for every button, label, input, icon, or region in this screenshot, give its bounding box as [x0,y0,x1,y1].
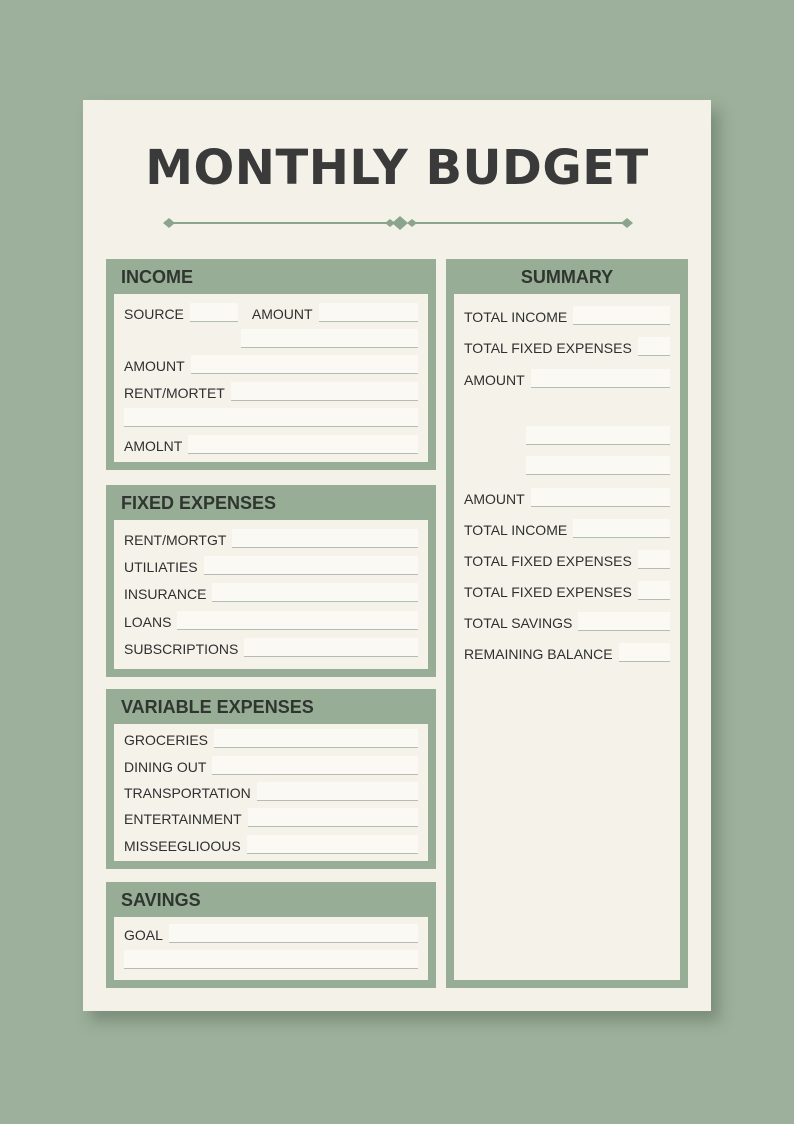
summary-row [464,305,670,325]
summary-field[interactable] [638,550,670,569]
savings-blank-field[interactable] [124,950,418,969]
summary-panel [446,259,688,988]
income-row-rent [124,381,418,401]
summary-label: TOTAL SAVINGS [464,615,573,631]
fixed-row [124,637,418,657]
fixed-label: LOANS [124,614,172,630]
variable-row [124,781,418,801]
income-rent-field[interactable] [231,382,418,401]
variable-row [124,755,418,775]
title-divider [163,213,633,233]
fixed-label: RENT/MORTGT [124,532,227,548]
income-row-source [124,302,418,322]
variable-field[interactable] [247,835,418,854]
summary-row [464,549,670,569]
summary-field[interactable] [573,306,670,325]
summary-row [464,368,670,388]
fixed-row [124,582,418,602]
variable-row [124,728,418,748]
income-body [114,294,428,462]
summary-row [464,580,670,600]
summary-field[interactable] [531,488,670,507]
fixed-field[interactable] [232,529,418,548]
summary-label: TOTAL INCOME [464,309,568,325]
income-amount-field-1[interactable] [319,303,418,322]
variable-row [124,834,418,854]
summary-field[interactable] [619,643,670,662]
summary-label: TOTAL FIXED EXPENSES [464,340,632,356]
summary-body [454,294,680,980]
summary-field[interactable] [578,612,670,631]
variable-field[interactable] [212,756,418,775]
fixed-label: SUBSCRIPTIONS [124,641,239,657]
budget-sheet [83,100,711,1011]
income-panel [106,259,436,470]
summary-label: TOTAL FIXED EXPENSES [464,584,632,600]
fixed-field[interactable] [212,583,418,602]
savings-panel [106,882,436,988]
income-source-field[interactable] [190,303,238,322]
page-title: MONTHLY BUDGET [145,140,649,196]
income-amount-field-3[interactable] [191,355,418,374]
savings-goal-field[interactable] [169,924,418,943]
variable-field[interactable] [214,729,418,748]
fixed-row [124,610,418,630]
fixed-row [124,528,418,548]
fixed-row [124,555,418,575]
income-source-label: SOURCE [124,306,184,322]
variable-expenses-panel [106,689,436,869]
summary-label: TOTAL INCOME [464,522,568,538]
income-amount-field-4[interactable] [188,435,418,454]
savings-row-goal [124,923,418,943]
fixed-label: INSURANCE [124,586,207,602]
income-amount-label-2: AMOUNT [124,358,185,374]
variable-row [124,807,418,827]
fixed-field[interactable] [244,638,418,657]
income-row-amount-3 [124,434,418,454]
summary-row [464,611,670,631]
variable-label: DINING OUT [124,759,207,775]
variable-label: MISSEEGLIOOUS [124,838,241,854]
summary-label: AMOUNT [464,372,525,388]
savings-body [114,917,428,980]
variable-label: TRANSPORTATION [124,785,251,801]
summary-label: TOTAL FIXED EXPENSES [464,553,632,569]
variable-expenses-title: VARIABLE EXPENSES [121,697,314,717]
savings-title: SAVINGS [121,890,201,910]
fixed-expenses-title: FIXED EXPENSES [121,493,277,513]
savings-goal-label: GOAL [124,927,163,943]
summary-title: SUMMARY [520,267,614,287]
variable-expenses-body [114,724,428,861]
variable-field[interactable] [248,808,418,827]
variable-label: GROCERIES [124,732,209,748]
fixed-expenses-body [114,520,428,669]
summary-field[interactable] [638,581,670,600]
variable-field[interactable] [257,782,418,801]
variable-label: ENTERTAINMENT [124,811,242,827]
fixed-expenses-panel [106,485,436,677]
summary-field[interactable] [638,337,670,356]
income-amount-field-2[interactable] [241,329,418,348]
summary-label: AMOUNT [464,491,525,507]
summary-blank-field[interactable] [526,456,670,475]
income-title: INCOME [121,267,193,287]
fixed-label: UTILIATIES [124,559,198,575]
fixed-field[interactable] [204,556,418,575]
income-blank-field[interactable] [124,408,418,427]
summary-field[interactable] [531,369,670,388]
summary-label: REMAINING BALANCE [464,646,613,662]
summary-row [464,518,670,538]
summary-blank-field[interactable] [526,426,670,445]
income-rent-label: RENT/MORTET [124,385,225,401]
summary-row [464,336,670,356]
income-amount-label-1: AMOUNT [251,306,313,322]
income-amount-label-3: AMOLNT [124,438,183,454]
fixed-field[interactable] [177,611,418,630]
summary-row [464,642,670,662]
income-row-amount [124,354,418,374]
summary-field[interactable] [573,519,670,538]
summary-row [464,487,670,507]
